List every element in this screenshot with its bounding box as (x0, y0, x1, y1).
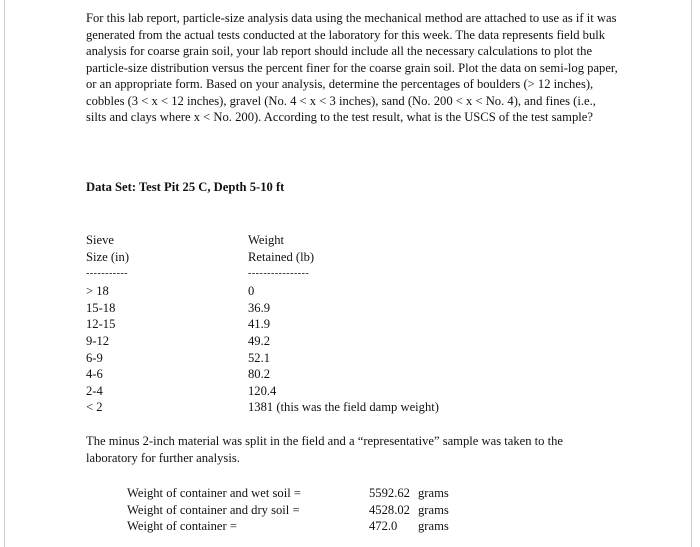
dataset-title: Data Set: Test Pit 25 C, Depth 5-10 ft (86, 180, 285, 194)
sieve-header-line-1: Sieve (86, 233, 114, 247)
weight-value: 4528.02 (369, 502, 410, 517)
table-row-weight: 41.9 (248, 317, 271, 332)
weight-label: Weight of container = (127, 519, 237, 534)
table-row-weight: 80.2 (248, 367, 271, 382)
table-row-sieve: > 18 (86, 284, 109, 299)
weight-value: 5592.62 (369, 486, 410, 500)
weight-unit: grams (418, 486, 449, 500)
weight-label: Weight of container and dry soil = (127, 502, 300, 517)
weight-header-line-1: Weight (248, 233, 285, 247)
weight-row-wet (127, 485, 457, 502)
table-row-weight: 36.9 (248, 300, 271, 315)
weight-row-container (127, 518, 457, 535)
table-row-weight: 52.1 (248, 350, 271, 365)
table-row-sieve: 6-9 (86, 350, 103, 365)
table-row-weight: 49.2 (248, 333, 271, 348)
table-row-sieve: 9-12 (86, 333, 110, 348)
note-paragraph: The minus 2-inch material was split in the field and a “representative” sample was taken to the laboratory for further analysis. (86, 434, 564, 465)
page-border-left (4, 0, 5, 547)
table-row-sieve: 15-18 (86, 300, 116, 315)
weight-header-line-2: Retained (lb) (248, 249, 315, 264)
table-row-sieve: 4-6 (86, 367, 103, 382)
intro-paragraph: For this lab report, particle-size analysis data using the mechanical method are attached to use as if it was generated from the actual tests conducted at the laboratory for this week. The data represents field bulk analysis for coarse grain soil, your lab report should include all the necessary calculations to plot the particle-size distribution versus the percent finer for the coarse grain soil. Plot the data on semi-log paper, or an appropriate form. Based on your analysis, determine the percentages of boulders (> 12 inches), cobbles (3 < x < 12 inches), gravel (No. 4 < x < 3 inches), sand (No. 200 < x < No. 4), and fines (i.e., silts and clays where x < No. 200). According to the test result, what is the USCS of the test sample? (86, 11, 618, 124)
table-row-weight: 120.4 (248, 383, 277, 398)
weights-block (127, 485, 457, 535)
weight-label: Weight of container and wet soil = (127, 486, 301, 500)
page-border-right (691, 0, 692, 547)
table-row-sieve: < 2 (86, 400, 103, 415)
sieve-header-rule: ----------- (86, 268, 129, 280)
weight-header-rule: ---------------- (248, 268, 310, 280)
table-row-sieve: 12-15 (86, 317, 116, 332)
sieve-header-line-2: Size (in) (86, 249, 130, 264)
weight-retained-column (248, 232, 439, 416)
table-row-weight: 0 (248, 284, 255, 299)
weight-unit: grams (418, 502, 449, 517)
table-row-weight: 1381 (this was the field damp weight) (248, 400, 439, 415)
weight-row-dry (127, 502, 457, 519)
sieve-size-column (86, 232, 129, 416)
weight-unit: grams (418, 519, 449, 534)
table-row-sieve: 2-4 (86, 383, 103, 398)
weight-value: 472.0 (369, 519, 398, 534)
